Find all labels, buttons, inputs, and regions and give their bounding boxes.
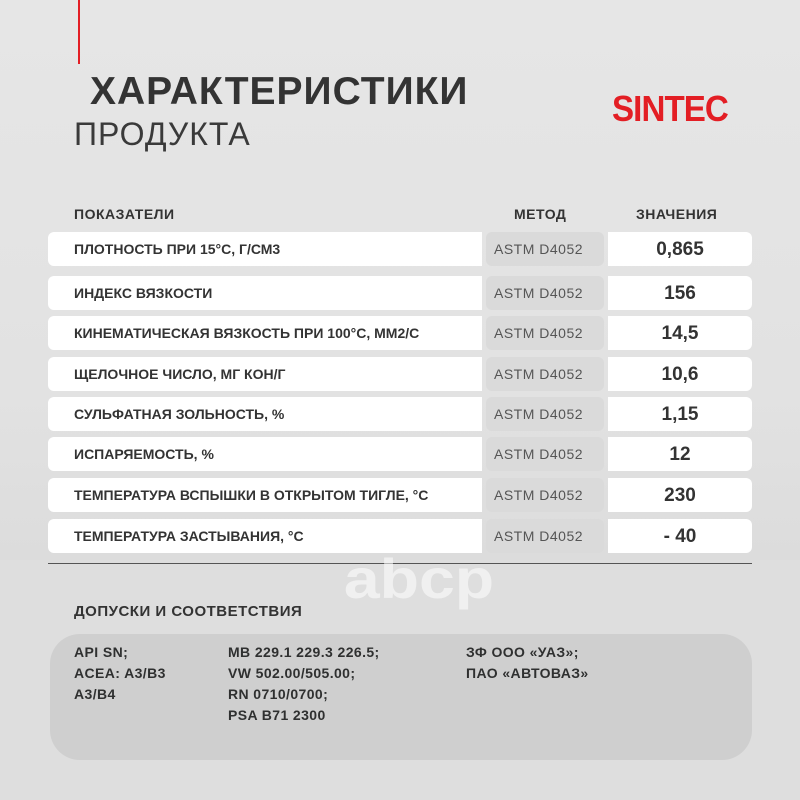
row-method: ASTM D4052 [494, 325, 584, 341]
row-label: ИСПАРЯЕМОСТЬ, % [74, 446, 214, 462]
row-value: 0,865 [656, 239, 704, 260]
approval-item: VW 502.00/505.00; [228, 665, 356, 681]
approval-item: ЗФ ООО «УАЗ»; [466, 644, 579, 660]
accent-line [78, 0, 80, 64]
page-subtitle: ПРОДУКТА [74, 116, 251, 152]
row-value: 12 [669, 444, 691, 465]
table-row [48, 437, 752, 471]
row-value: 1,15 [661, 404, 699, 425]
watermark: аbср [343, 547, 495, 610]
table-row [48, 397, 752, 431]
row-label: ЩЕЛОЧНОЕ ЧИСЛО, МГ КОН/Г [74, 366, 286, 382]
column-header-indicator: ПОКАЗАТЕЛИ [74, 206, 175, 222]
row-method: ASTM D4052 [494, 366, 584, 382]
row-label: КИНЕМАТИЧЕСКАЯ ВЯЗКОСТЬ ПРИ 100°С, ММ2/С [74, 325, 420, 341]
row-label: ТЕМПЕРАТУРА ВСПЫШКИ В ОТКРЫТОМ ТИГЛЕ, °С [74, 487, 429, 503]
approval-item: MB 229.1 229.3 226.5; [228, 644, 380, 660]
row-method: ASTM D4052 [494, 446, 584, 462]
row-method: ASTM D4052 [494, 487, 584, 503]
approvals-column-1 [74, 642, 166, 705]
page-title: ХАРАКТЕРИСТИКИ [90, 70, 469, 113]
approvals-title: ДОПУСКИ И СООТВЕТСТВИЯ [74, 603, 303, 620]
row-label: ПЛОТНОСТЬ ПРИ 15°С, Г/СМ3 [74, 241, 281, 257]
row-value: - 40 [663, 526, 697, 547]
column-header-method: МЕТОД [514, 206, 567, 222]
table-row [48, 478, 752, 512]
row-method: ASTM D4052 [494, 285, 584, 301]
approval-item: ACEA: A3/B3 [74, 665, 166, 681]
row-value: 14,5 [661, 323, 699, 344]
approval-item: RN 0710/0700; [228, 686, 329, 702]
row-label: ТЕМПЕРАТУРА ЗАСТЫВАНИЯ, °С [74, 528, 304, 544]
approval-item: A3/B4 [74, 686, 116, 702]
row-method: ASTM D4052 [494, 406, 584, 422]
approval-item: API SN; [74, 644, 129, 660]
row-value: 156 [664, 283, 696, 304]
approvals-column-2 [228, 642, 380, 726]
table-row [48, 316, 752, 350]
approval-item: PSA B71 2300 [228, 707, 326, 723]
approvals-column-3 [466, 642, 589, 684]
table-row [48, 232, 752, 266]
row-label: ИНДЕКС ВЯЗКОСТИ [74, 285, 213, 301]
row-method: ASTM D4052 [494, 528, 584, 544]
row-value: 230 [664, 485, 696, 506]
sintec-logo: SINTEC [612, 88, 728, 129]
column-header-value: ЗНАЧЕНИЯ [636, 206, 718, 222]
approval-item: ПАО «АВТОВАЗ» [466, 665, 589, 681]
table-row [48, 357, 752, 391]
row-value: 10,6 [661, 364, 699, 385]
row-method: ASTM D4052 [494, 241, 584, 257]
row-label: СУЛЬФАТНАЯ ЗОЛЬНОСТЬ, % [74, 406, 285, 422]
table-row [48, 276, 752, 310]
